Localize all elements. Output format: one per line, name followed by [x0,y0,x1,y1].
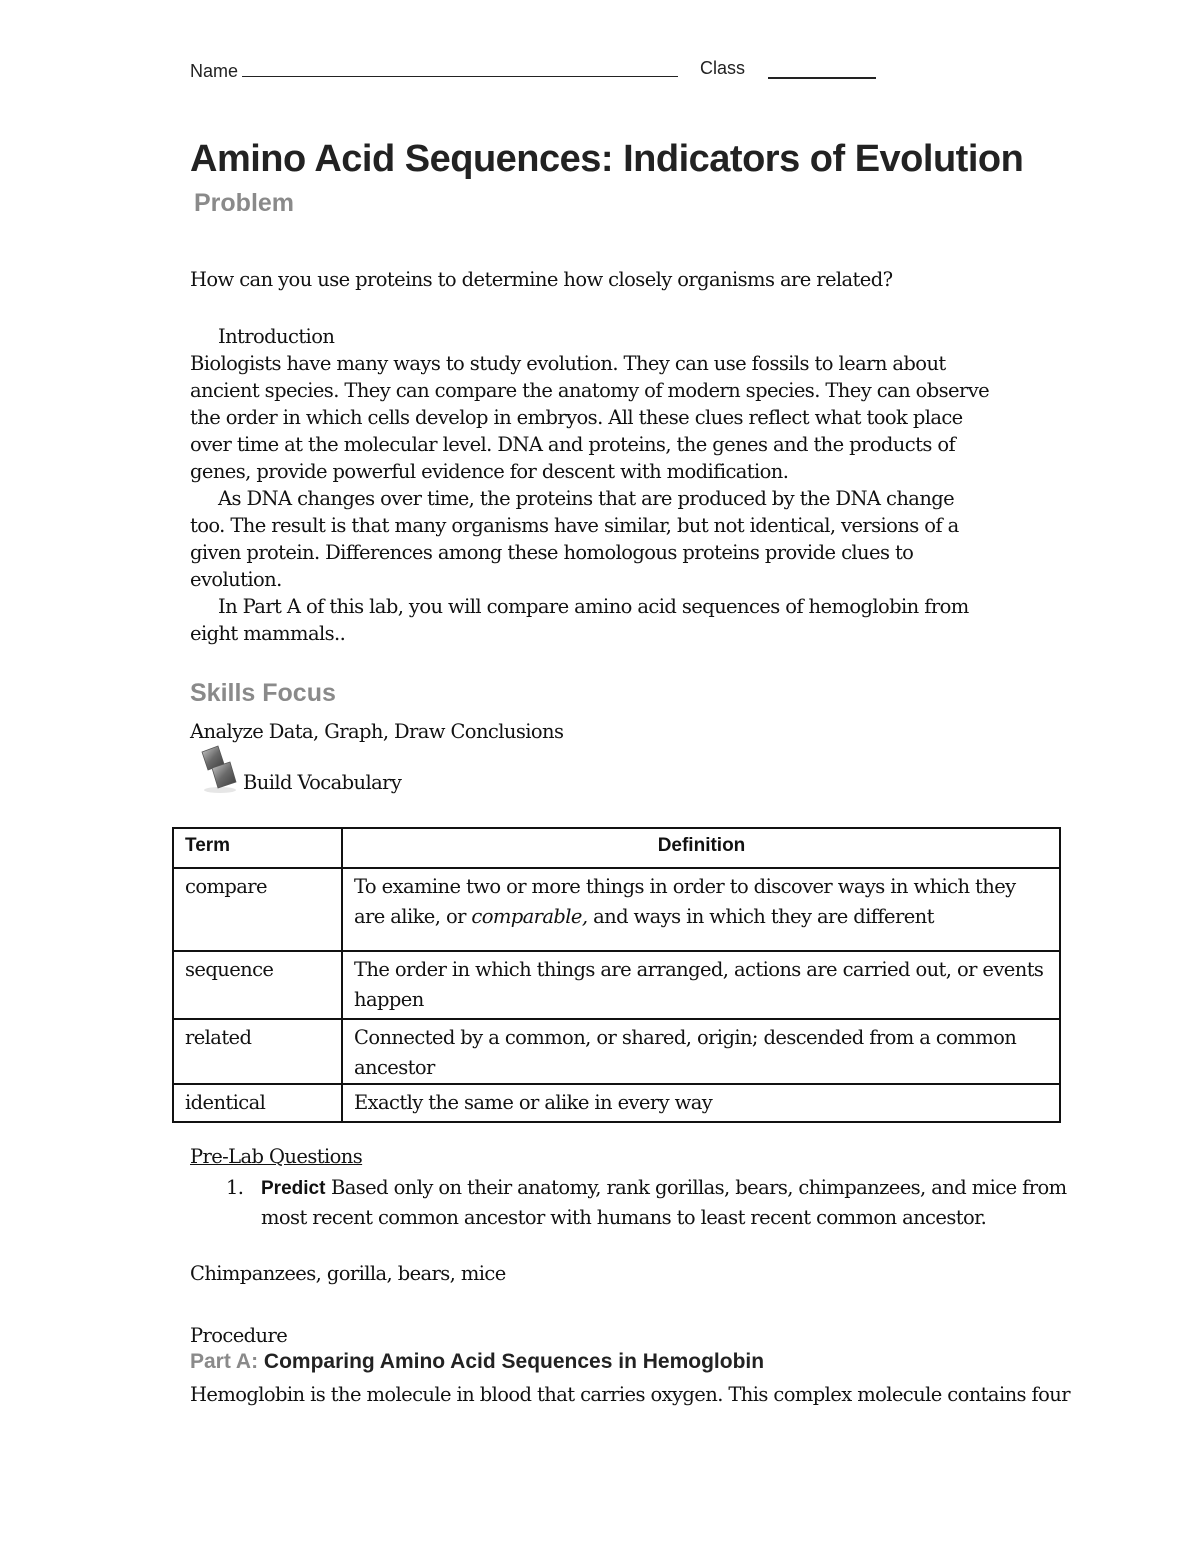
skills-focus-heading: Skills Focus [190,679,336,707]
definition-cell [342,868,1060,951]
skills-list: Analyze Data, Graph, Draw Conclusions [190,720,564,743]
page-title: Amino Acid Sequences: Indicators of Evolution [190,138,1024,180]
definition-cell: Exactly the same or alike in every way [342,1084,1060,1122]
prelab-heading: Pre-Lab Questions [190,1145,363,1168]
definition-cell: The order in which things are arranged, actions are carried out, or events happen [342,951,1060,1019]
problem-question: How can you use proteins to determine how closely organisms are related? [190,268,893,291]
definition-column-header: Definition [342,828,1060,868]
class-field[interactable] [768,77,876,79]
table-row [173,868,1060,951]
introduction-heading: Introduction [218,325,335,348]
definition-text: To examine two or more things in order to discover ways in which they are alike, or [354,875,1016,928]
definition-text: and ways in which they are different [587,905,934,928]
question-text: Based only on their anatomy, rank gorillas, bears, chimpanzees, and mice from most recent common ancestor with humans to least recent common ancestor. [261,1176,1067,1229]
introduction-paragraph-1: Biologists have many ways to study evolution. They can use fossils to learn about ancient species. They can compare the anatomy of modern species. They can observe the order in which cells develop in embryos. All these clues reflect what took place over time at the molecular level. DNA and proteins, the genes and the products of genes, provide powerful evidence for descent with modification. [190,352,990,483]
part-a-title: Comparing Amino Acid Sequences in Hemoglobin [258,1350,765,1373]
introduction-section [190,323,990,647]
definition-italic-term: comparable, [471,905,588,928]
table-row [173,951,1060,1019]
worksheet-header [190,58,746,82]
table-header-row [173,828,1060,868]
prelab-question-1 [226,1173,1106,1232]
term-cell: compare [173,868,342,951]
term-cell: sequence [173,951,342,1019]
problem-heading: Problem [194,189,295,217]
table-row [173,1019,1060,1084]
introduction-paragraph-3: In Part A of this lab, you will compare amino acid sequences of hemoglobin from eight mammals.. [190,595,969,645]
vocabulary-table [172,827,1061,1123]
vocabulary-cards-icon [198,744,240,794]
part-a-heading [190,1350,764,1374]
term-cell: identical [173,1084,342,1122]
prelab-answer: Chimpanzees, gorilla, bears, mice [190,1262,506,1285]
part-a-label: Part A: [190,1350,259,1373]
procedure-heading: Procedure [190,1324,288,1347]
term-column-header: Term [173,828,342,868]
hemoglobin-paragraph: Hemoglobin is the molecule in blood that carries oxygen. This complex molecule contains four [190,1383,1070,1406]
table-row [173,1084,1060,1122]
question-keyword: Predict [261,1178,326,1199]
definition-cell: Connected by a common, or shared, origin; descended from a common ancestor [342,1019,1060,1084]
name-field[interactable] [242,58,678,77]
question-number: 1. [226,1176,244,1199]
term-cell: related [173,1019,342,1084]
name-label: Name [190,61,239,81]
introduction-paragraph-2: As DNA changes over time, the proteins that are produced by the DNA change too. The result is that many organisms have similar, but not identical, versions of a given protein. Differences among these homologous proteins provide clues to evolution. [190,487,959,591]
class-label: Class [700,58,746,78]
build-vocabulary-label: Build Vocabulary [243,771,402,794]
